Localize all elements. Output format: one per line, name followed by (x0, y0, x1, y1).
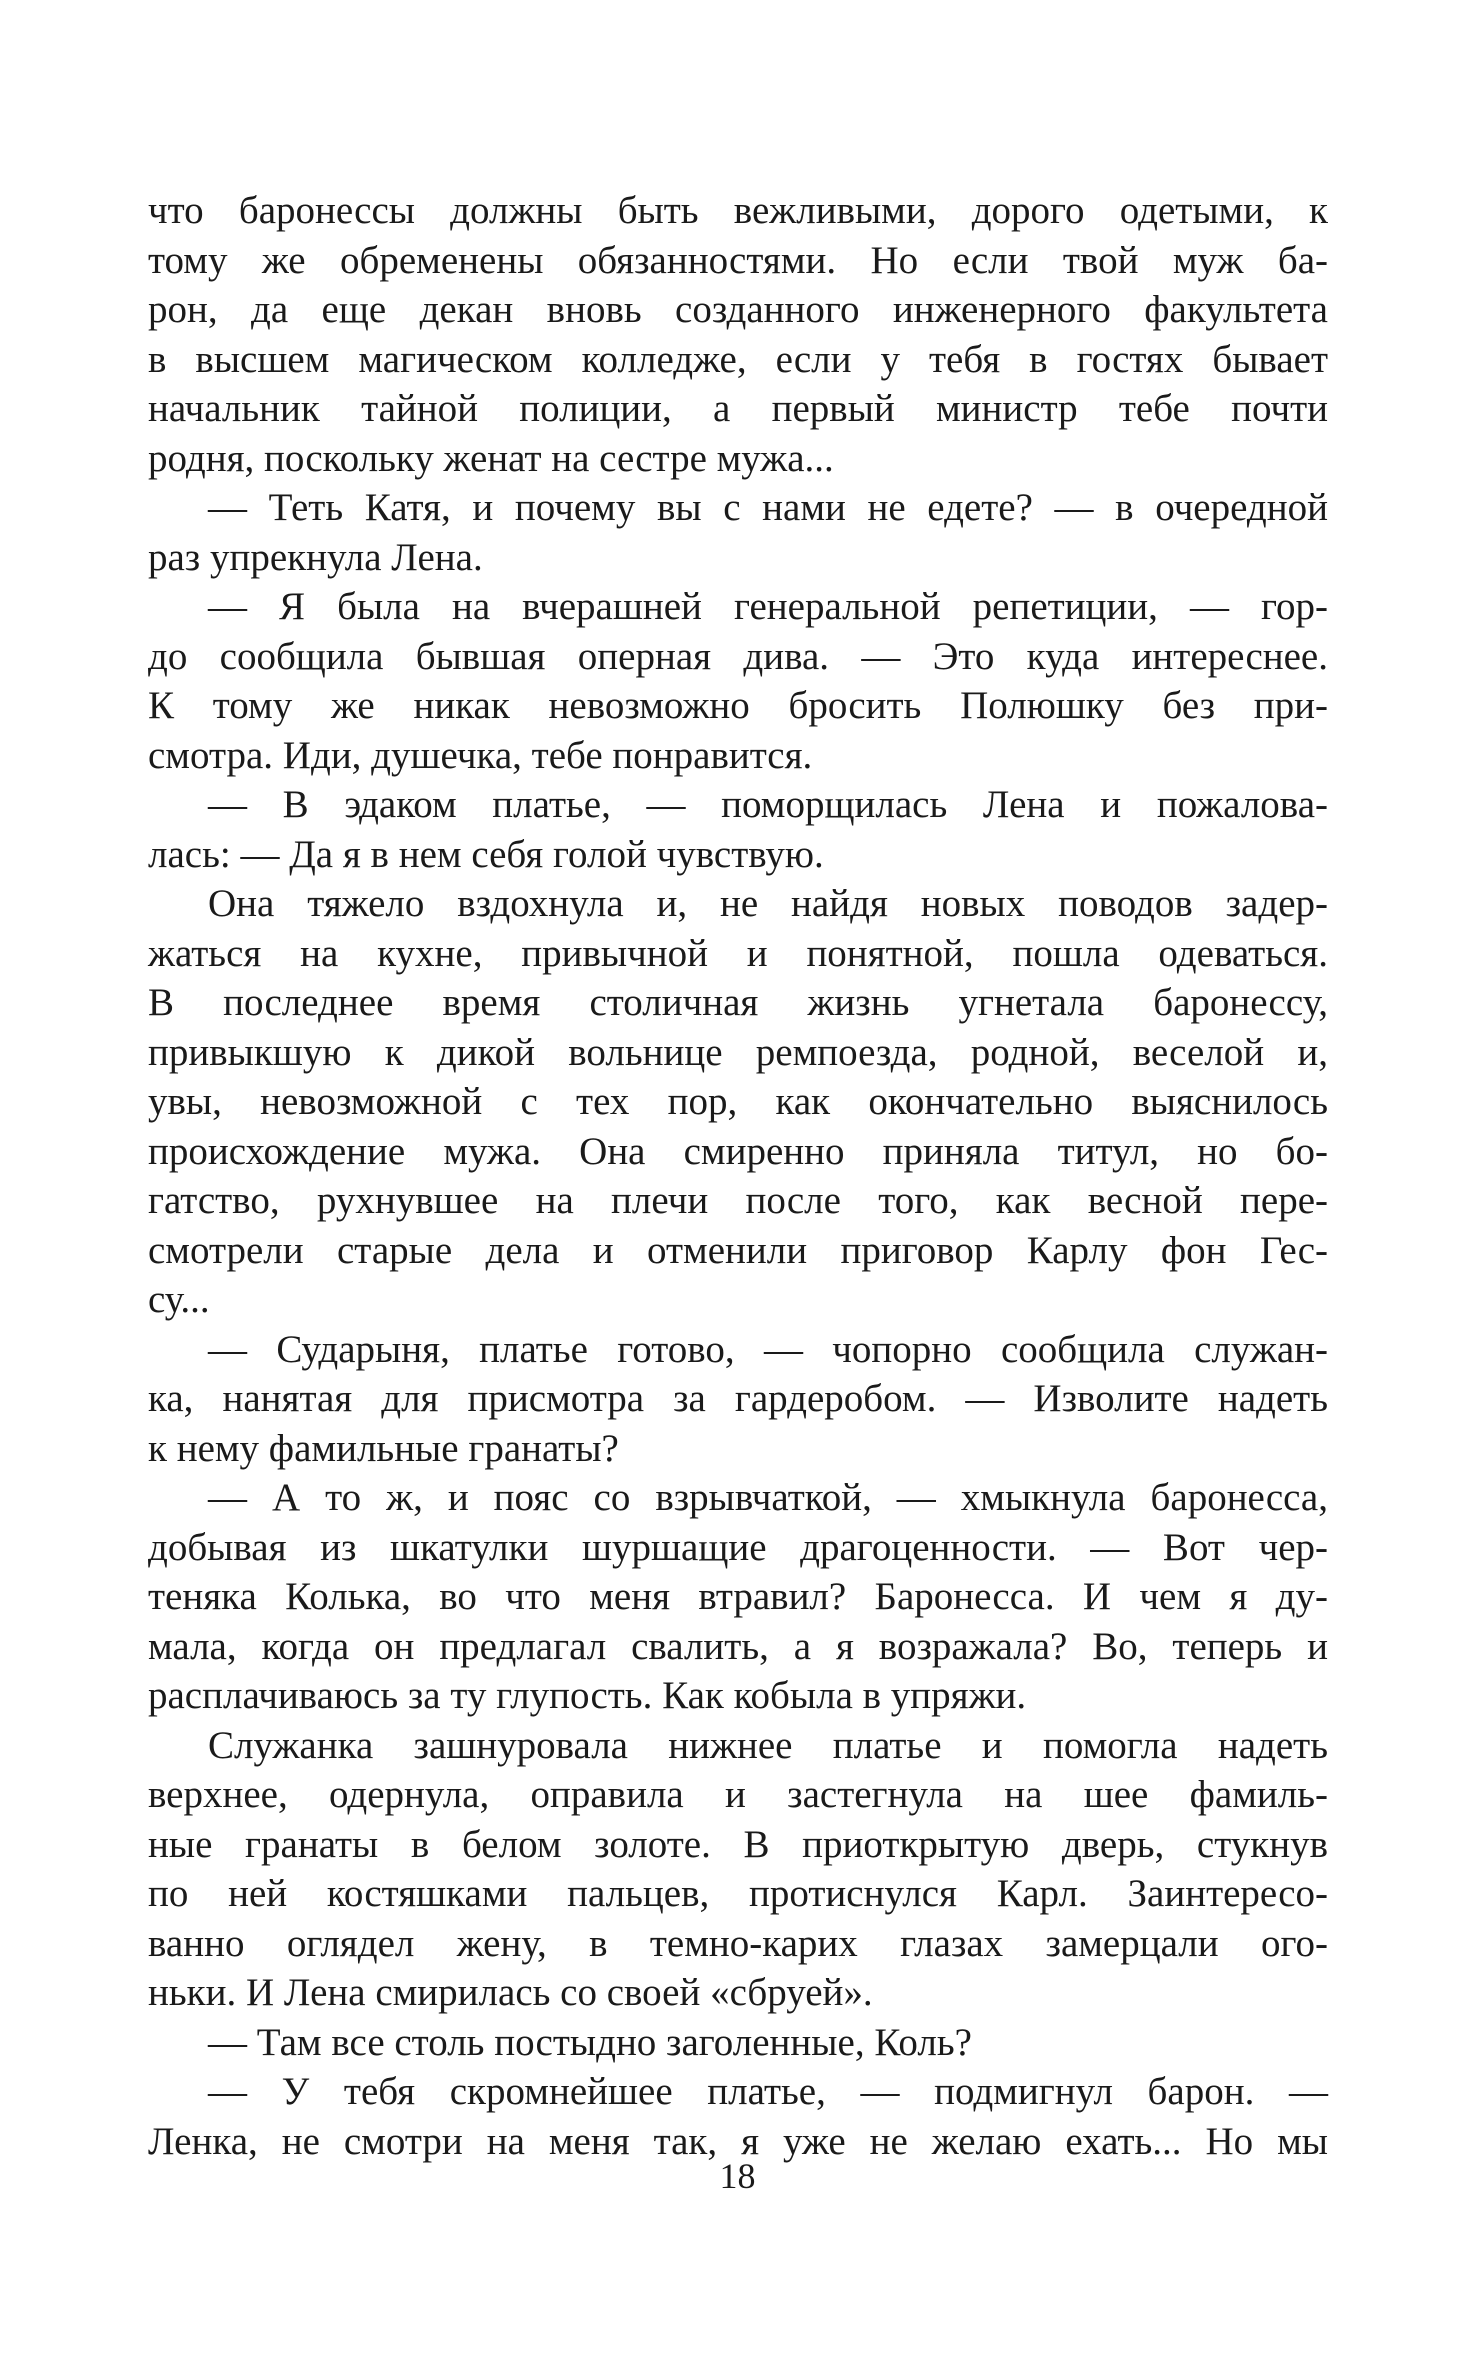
text-line: по ней костяшками пальцев, протиснулся Карл. Заинтересо- (148, 1872, 1328, 1915)
text-line: Она тяжело вздохнула и, не найдя новых поводов задер- (208, 882, 1328, 925)
text-line: гатство, рухнувшее на плечи после того, как весной пере- (148, 1179, 1328, 1222)
text-line: что баронессы должны быть вежливыми, дорого одетыми, к (148, 189, 1328, 232)
text-line: жаться на кухне, привычной и понятной, пошла одеваться. (148, 931, 1328, 975)
body-text (148, 186, 1328, 2166)
text-line: начальник тайной полиции, а первый министр тебе почти (148, 387, 1328, 430)
text-line: — В эдаком платье, — поморщилась Лена и пожалова- (208, 783, 1328, 826)
text-line: — А то ж, и пояс со взрывчаткой, — хмыкнула баронесса, (208, 1476, 1328, 1519)
text-line: ные гранаты в белом золоте. В приоткрытую дверь, стукнув (148, 1822, 1328, 1866)
text-line: — Я была на вчерашней генеральной репетиции, — гор- (208, 585, 1328, 628)
text-line: смотрели старые дела и отменили приговор Карлу фон Гес- (148, 1228, 1328, 1272)
text-line: к нему фамильные гранаты? (148, 1426, 619, 1470)
text-line: в высшем магическом колледже, если у тебя в гостях бывает (148, 337, 1328, 381)
text-line: ванно оглядел жену, в темно-карих глазах замерцали ого- (148, 1921, 1328, 1965)
text-line: до сообщила бывшая оперная дива. — Это куда интереснее. (148, 634, 1328, 678)
text-line: — Сударыня, платье готово, — чопорно сообщила служан- (208, 1327, 1328, 1371)
text-line: ка, нанятая для присмотра за гардеробом. — Изволите надеть (148, 1377, 1328, 1420)
text-line: лась: — Да я в нем себя голой чувствую. (148, 832, 824, 876)
text-line: верхнее, одернула, оправила и застегнула на шее фамиль- (148, 1773, 1328, 1816)
text-line: Ленка, не смотри на меня так, я уже не желаю ехать... Но мы (148, 2119, 1328, 2163)
text-line: раз упрекнула Лена. (148, 535, 483, 579)
text-line: су... (148, 1278, 210, 1321)
text-line: К тому же никак невозможно бросить Полюшку без при- (148, 684, 1328, 727)
text-line: Служанка зашнуровала нижнее платье и помогла надеть (208, 1723, 1328, 1767)
text-line: мала, когда он предлагал свалить, а я возражала? Во, теперь и (148, 1624, 1328, 1668)
text-line: добывая из шкатулки шуршащие драгоценности. — Вот чер- (148, 1525, 1328, 1569)
text-line: теняка Колька, во что меня втравил? Баронесса. И чем я ду- (148, 1575, 1328, 1618)
text-line: — У тебя скромнейшее платье, — подмигнул барон. — (208, 2070, 1328, 2113)
text-line: смотра. Иди, душечка, тебе понравится. (148, 733, 813, 777)
text-line: привыкшую к дикой вольнице ремпоезда, родной, веселой и, (148, 1030, 1328, 1074)
text-line: увы, невозможной с тех пор, как окончательно выяснилось (148, 1080, 1328, 1123)
text-line: родня, поскольку женат на сестре мужа... (148, 436, 834, 480)
page-number: 18 (719, 2156, 756, 2196)
text-line: ньки. И Лена смирилась со своей «сбруей». (148, 1971, 873, 2014)
text-line: расплачиваюсь за ту глупость. Как кобыла в упряжи. (148, 1674, 1027, 1717)
text-line: происхождение мужа. Она смиренно приняла титул, но бо- (148, 1129, 1328, 1173)
text-line: — Теть Катя, и почему вы с нами не едете? — в очередной (208, 486, 1328, 529)
text-line: рон, да еще декан вновь созданного инженерного факультета (148, 288, 1328, 331)
text-line: — Там все столь постыдно заголенные, Коль? (208, 2020, 972, 2064)
text-line: В последнее время столичная жизнь угнетала баронессу, (148, 981, 1328, 1024)
text-line: тому же обременены обязанностями. Но если твой муж ба- (148, 238, 1328, 282)
